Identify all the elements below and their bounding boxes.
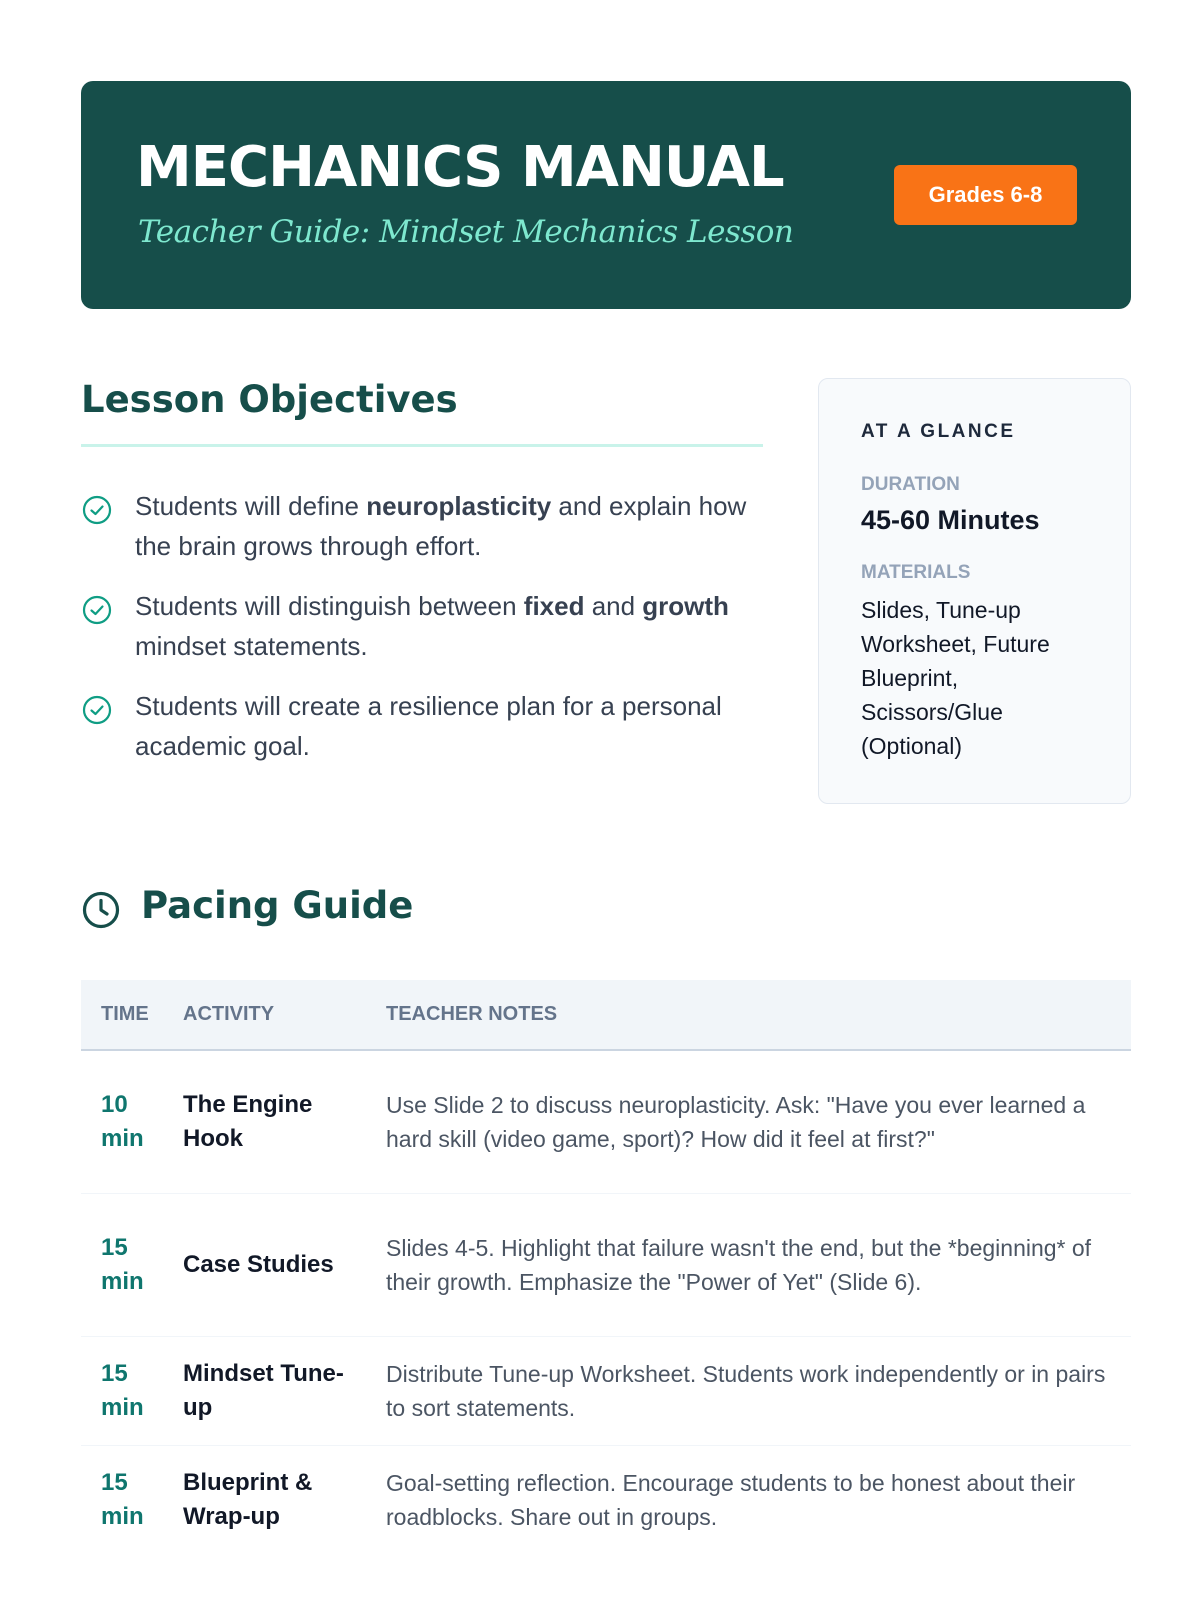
time-cell (81, 1336, 183, 1445)
pacing-table (81, 980, 1131, 1554)
objectives-list (81, 486, 763, 786)
notes-cell: Distribute Tune-up Worksheet. Students work independently or in pairs to sort statements. (386, 1336, 1131, 1445)
objective-text: and (584, 591, 643, 621)
activity-cell: Mindset Tune-up (183, 1336, 386, 1445)
notes-cell: Use Slide 2 to discuss neuroplasticity. Ask: "Have you ever learned a hard skill (video game, sport)? How did it feel at first?" (386, 1050, 1131, 1193)
time-cell (81, 1445, 183, 1554)
header-banner (81, 81, 1131, 309)
objective-keyword: fixed (523, 591, 585, 621)
objective-item (81, 486, 763, 566)
glance-heading: AT A GLANCE (861, 421, 1016, 442)
activity-cell: Blueprint & Wrap-up (183, 1468, 313, 1530)
objective-item (81, 586, 763, 666)
activity-cell: Case Studies (183, 1193, 386, 1336)
time-value: 10 (101, 1090, 128, 1118)
grade-badge: Grades 6-8 (894, 165, 1077, 225)
document-title: MECHANICS MANUAL (136, 135, 784, 200)
pacing-heading: Pacing Guide (141, 884, 414, 927)
objective-item (81, 686, 763, 766)
check-circle-icon (81, 594, 113, 626)
table-row (81, 1336, 1131, 1445)
time-cell (81, 1050, 183, 1193)
column-header-notes: TEACHER NOTES (386, 980, 1131, 1050)
objective-keyword: growth (642, 591, 729, 621)
column-header-time: TIME (81, 980, 183, 1050)
notes-cell: Slides 4-5. Highlight that failure wasn't the end, but the *beginning* of their growth. Emphasize the "Power of Yet" (Slide 6). (386, 1193, 1131, 1336)
duration-label: DURATION (861, 474, 960, 495)
objective-text: and explain how the brain grows through effort. (135, 491, 747, 561)
notes-cell: Goal-setting reflection. Encourage students to be honest about their roadblocks. Share out in groups. (386, 1469, 1076, 1530)
objectives-heading: Lesson Objectives (81, 378, 458, 421)
time-unit: min (101, 1393, 144, 1421)
document-subtitle: Teacher Guide: Mindset Mechanics Lesson (138, 214, 794, 250)
table-row (81, 1193, 1131, 1336)
check-circle-icon (81, 694, 113, 726)
column-header-activity: ACTIVITY (183, 980, 386, 1050)
table-row (81, 1445, 1131, 1554)
duration-value: 45-60 Minutes (861, 505, 1040, 535)
time-value: 15 (101, 1359, 128, 1387)
time-unit: min (101, 1124, 144, 1152)
time-value: 15 (101, 1233, 128, 1261)
objective-text: mindset statements. (135, 631, 368, 661)
time-unit: min (101, 1267, 144, 1295)
objectives-divider (81, 444, 763, 447)
objective-text: Students will create a resilience plan for a personal academic goal. (135, 691, 722, 761)
objective-keyword: neuroplasticity (366, 491, 552, 521)
table-header-row (81, 980, 1131, 1050)
materials-value: Slides, Tune-up Worksheet, Future Blueprint, Scissors/Glue (Optional) (861, 597, 1050, 759)
activity-cell: The Engine Hook (183, 1050, 386, 1193)
materials-label: MATERIALS (861, 562, 971, 583)
clock-icon (81, 890, 121, 930)
time-value: 15 (101, 1468, 128, 1496)
time-unit: min (101, 1502, 144, 1530)
check-circle-icon (81, 494, 113, 526)
objective-text: Students will define (135, 491, 367, 521)
table-row (81, 1050, 1131, 1193)
objective-text: Students will distinguish between (135, 591, 524, 621)
time-cell (81, 1193, 183, 1336)
at-a-glance-card (818, 378, 1131, 804)
